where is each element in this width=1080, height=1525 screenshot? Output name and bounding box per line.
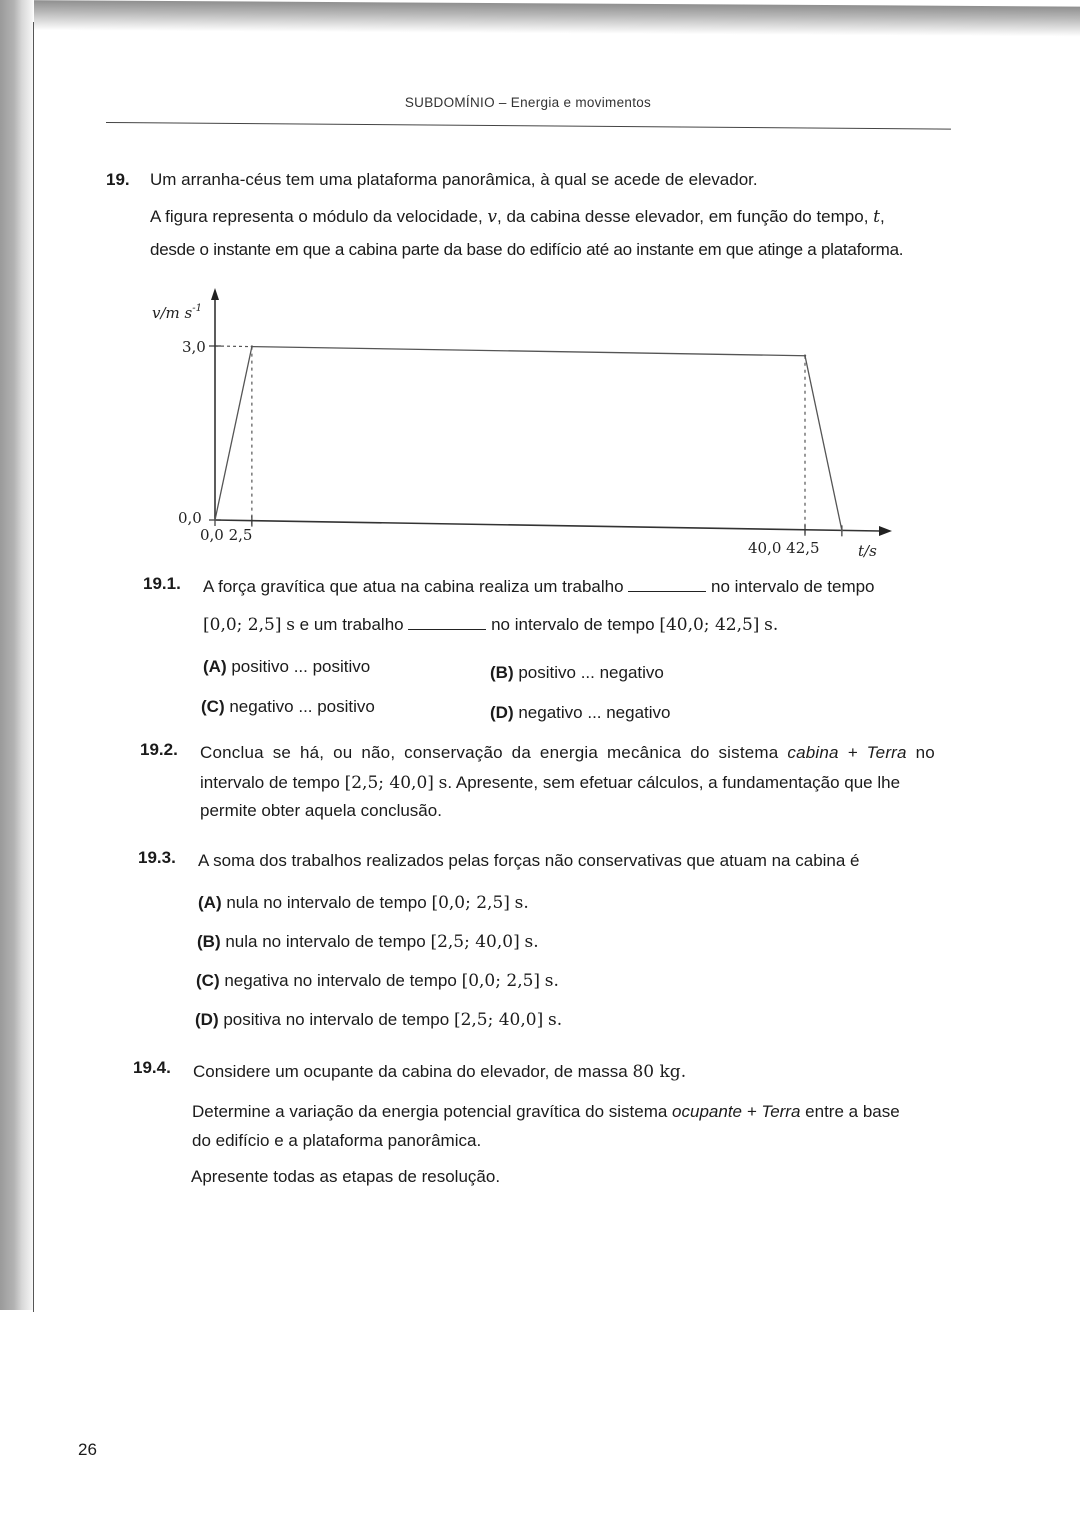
answer-blank bbox=[628, 591, 706, 592]
velocity-time-graph bbox=[140, 280, 910, 570]
text-span: Conclua se há, ou não, conservação da energia mecânica do sistema bbox=[200, 743, 779, 762]
unit: s. bbox=[547, 1010, 563, 1030]
y-tick-label-top: 3,0 bbox=[182, 338, 206, 356]
subquestion-number: 19.4. bbox=[133, 1058, 171, 1077]
velocity-symbol: v bbox=[487, 207, 498, 227]
q19-3-stem: A soma dos trabalhos realizados pelas forças não conservativas que atuam na cabina é bbox=[198, 851, 860, 870]
q19-4-line4: Apresente todas as etapas de resolução. bbox=[191, 1167, 501, 1186]
q19-4-line2 bbox=[192, 1102, 900, 1122]
option-d[interactable] bbox=[195, 1010, 562, 1030]
option-text: negativo ... negativo bbox=[518, 703, 671, 722]
q19-2-line2 bbox=[200, 773, 900, 793]
question-intro: Um arranha-céus tem uma plataforma panorâmica, à qual se acede de elevador. bbox=[150, 170, 758, 189]
option-text: positivo ... positivo bbox=[231, 657, 371, 676]
interval: [40,0; 42,5] bbox=[659, 615, 760, 635]
scan-edge-top bbox=[0, 0, 1080, 37]
x-tick-labels-right: 40,0 42,5 bbox=[748, 539, 820, 557]
unit: s bbox=[286, 615, 295, 635]
mass-value: 80 kg. bbox=[632, 1062, 687, 1082]
scan-edge-left bbox=[0, 0, 34, 1310]
q19-2-line1 bbox=[200, 743, 935, 763]
question-figure-description bbox=[150, 207, 885, 227]
question-number: 19. bbox=[106, 170, 130, 189]
scan-edge-line bbox=[33, 22, 34, 1312]
text-span: . Apresente, sem efetuar cálculos, a fundamentação que lhe bbox=[447, 773, 901, 792]
option-b[interactable] bbox=[490, 663, 664, 683]
option-text: negativo ... positivo bbox=[229, 697, 375, 716]
option-c[interactable] bbox=[196, 971, 559, 991]
header-rule bbox=[106, 122, 951, 130]
text-span: A figura representa o módulo da velocidade, bbox=[150, 207, 483, 226]
option-letter: (D) bbox=[195, 1010, 219, 1029]
x-axis-label: t/s bbox=[858, 542, 877, 560]
text-span: e um trabalho bbox=[299, 615, 404, 634]
system-name: cabina + Terra bbox=[787, 743, 907, 762]
option-text: nula no intervalo de tempo bbox=[226, 893, 427, 912]
subquestion-number: 19.3. bbox=[138, 848, 176, 867]
subquestion-number: 19.1. bbox=[143, 574, 181, 593]
data-point bbox=[804, 355, 806, 357]
option-letter: (D) bbox=[490, 703, 514, 722]
y-axis-label: v/m $s^{-1}$ bbox=[152, 303, 202, 322]
option-letter: (B) bbox=[197, 932, 221, 951]
axes bbox=[211, 288, 892, 536]
option-a[interactable] bbox=[198, 893, 529, 913]
unit: s bbox=[438, 773, 448, 793]
option-letter: (C) bbox=[201, 697, 225, 716]
option-a[interactable] bbox=[203, 657, 370, 677]
text-span: Determine a variação da energia potencial gravítica do sistema bbox=[192, 1102, 668, 1121]
text-span: no intervalo de tempo bbox=[491, 615, 655, 634]
text-span: entre a base bbox=[805, 1102, 900, 1121]
unit: s. bbox=[524, 932, 539, 952]
q19-4-line3: do edifício e a plataforma panorâmica. bbox=[192, 1131, 482, 1150]
interval: [2,5; 40,0] bbox=[344, 773, 434, 793]
option-b[interactable] bbox=[197, 932, 539, 952]
option-text: positiva no intervalo de tempo bbox=[223, 1010, 450, 1029]
interval: [0,0; 2,5] bbox=[461, 971, 541, 991]
text-span: intervalo de tempo bbox=[200, 773, 340, 792]
page-header-title: SUBDOMÍNIO – Energia e movimentos bbox=[404, 95, 652, 110]
text-span: Considere um ocupante da cabina do elevador, de massa bbox=[193, 1062, 628, 1081]
x-axis-arrow bbox=[879, 526, 892, 536]
option-letter: (A) bbox=[203, 657, 227, 676]
velocity-series-line bbox=[215, 347, 842, 531]
option-letter: (B) bbox=[490, 663, 514, 682]
option-text: nula no intervalo de tempo bbox=[225, 932, 426, 951]
y-axis-arrow bbox=[211, 288, 219, 300]
x-axis bbox=[215, 520, 880, 531]
text-span: , da cabina desse elevador, em função do tempo, bbox=[497, 207, 869, 226]
data-point bbox=[214, 519, 216, 521]
data-point bbox=[251, 345, 253, 347]
option-letter: (C) bbox=[196, 971, 220, 990]
plot-layer bbox=[209, 345, 843, 537]
option-c[interactable] bbox=[201, 697, 375, 717]
text-span: no intervalo de tempo bbox=[711, 577, 875, 596]
unit: s. bbox=[764, 615, 779, 635]
interval: [2,5; 40,0] bbox=[453, 1010, 544, 1030]
q19-1-statement bbox=[203, 577, 875, 597]
subquestion-number: 19.2. bbox=[140, 740, 178, 759]
unit: s. bbox=[514, 893, 529, 913]
option-d[interactable] bbox=[490, 703, 671, 723]
option-letter: (A) bbox=[198, 893, 222, 912]
unit: s. bbox=[544, 971, 559, 991]
option-text: positivo ... negativo bbox=[518, 663, 664, 682]
question-figure-description-cont: desde o instante em que a cabina parte da base do edifício até ao instante em que atinge a plataforma. bbox=[150, 240, 904, 259]
text-span: , bbox=[880, 207, 885, 226]
text-span: A força gravítica que atua na cabina realiza um trabalho bbox=[203, 577, 624, 596]
system-name: ocupante + Terra bbox=[672, 1102, 801, 1121]
text-span: no bbox=[915, 743, 935, 762]
x-tick-labels-left: 0,0 2,5 bbox=[200, 526, 253, 544]
interval: [0,0; 2,5] bbox=[203, 615, 282, 635]
q19-4-line1 bbox=[193, 1062, 686, 1082]
answer-blank bbox=[408, 629, 486, 630]
time-symbol: t bbox=[873, 207, 881, 227]
interval: [0,0; 2,5] bbox=[431, 893, 510, 913]
page-number: 26 bbox=[78, 1440, 97, 1459]
option-text: negativa no intervalo de tempo bbox=[224, 971, 457, 990]
y-tick-label-bottom: 0,0 bbox=[178, 509, 202, 527]
data-point bbox=[841, 529, 843, 531]
q19-2-line3: permite obter aquela conclusão. bbox=[200, 801, 442, 820]
q19-1-statement-cont bbox=[203, 615, 778, 635]
interval: [2,5; 40,0] bbox=[430, 932, 520, 952]
